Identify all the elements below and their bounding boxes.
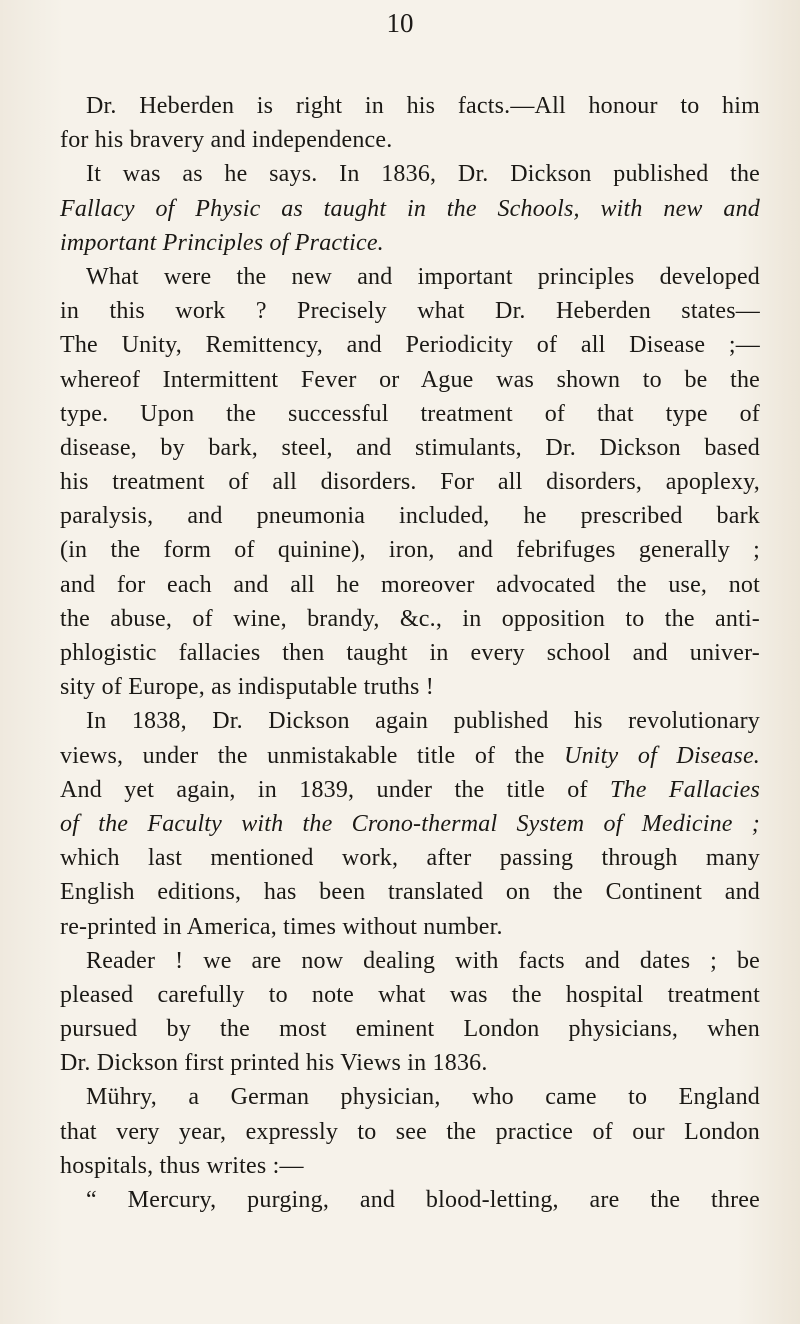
text-segment: The Fallacies [609, 776, 760, 803]
text-line: The Unity, Remittency, and Periodicity of all Disease ;— [60, 332, 760, 359]
text-segment: Unity of Disease. [564, 742, 760, 769]
text-line: whereof Intermittent Fever or Ague was shown to be the [60, 366, 760, 393]
text-line: which last mentioned work, after passing through many [60, 845, 760, 872]
text-line: for his bravery and independence. [60, 127, 393, 154]
text-line: re-printed in America, times without number. [60, 913, 503, 940]
text-line: What were the new and important principles developed [86, 263, 760, 290]
text-segment: views, under the unmistakable title of the [60, 742, 565, 769]
text-line [60, 773, 760, 807]
text-line: Reader ! we are now dealing with facts and dates ; be [86, 947, 760, 974]
text-segment: And yet again, in 1839, under the title of [60, 776, 610, 803]
text-line: and for each and all he moreover advocated the use, not [60, 571, 760, 598]
text-line: of the Faculty with the Crono-thermal System of Medicine ; [60, 810, 760, 837]
page-number: 10 [386, 8, 414, 38]
text-line: It was as he says. In 1836, Dr. Dickson published the [86, 161, 760, 188]
text-line: type. Upon the successful treatment of that type of [60, 400, 760, 427]
text-line: important Principles of Practice. [60, 229, 384, 256]
text-line: the abuse, of wine, brandy, &c., in opposition to the anti- [60, 605, 760, 632]
text-line: paralysis, and pneumonia included, he prescribed bark [60, 503, 760, 530]
text-line [60, 739, 760, 773]
text-line: In 1838, Dr. Dickson again published his revolutionary [86, 708, 760, 735]
text-line: “ Mercury, purging, and blood-letting, are the three [86, 1187, 760, 1213]
text-line: pursued by the most eminent London physicians, when [60, 1016, 760, 1043]
text-line: Dr. Heberden is right in his facts.—All honour to him [86, 93, 760, 119]
text-line: that very year, expressly to see the practice of our London [60, 1118, 760, 1145]
text-line: hospitals, thus writes :— [60, 1152, 304, 1179]
text-line: his treatment of all disorders. For all disorders, apoplexy, [60, 469, 760, 496]
body-text [60, 89, 760, 1217]
text-line: sity of Europe, as indisputable truths ! [60, 674, 434, 701]
text-line: pleased carefully to note what was the hospital treatment [60, 981, 760, 1008]
text-line: (in the form of quinine), iron, and febrifuges generally ; [60, 537, 760, 564]
text-line: English editions, has been translated on the Continent and [60, 879, 760, 906]
text-line: Mühry, a German physician, who came to England [86, 1084, 760, 1111]
text-line: Fallacy of Physic as taught in the Schools, with new and [60, 195, 760, 222]
text-line: Dr. Dickson first printed his Views in 1836. [60, 1050, 488, 1077]
text-line: in this work ? Precisely what Dr. Heberden states— [60, 298, 760, 325]
text-line: phlogistic fallacies then taught in every school and univer- [60, 640, 760, 666]
text-line: disease, by bark, steel, and stimulants, Dr. Dickson based [60, 434, 760, 461]
